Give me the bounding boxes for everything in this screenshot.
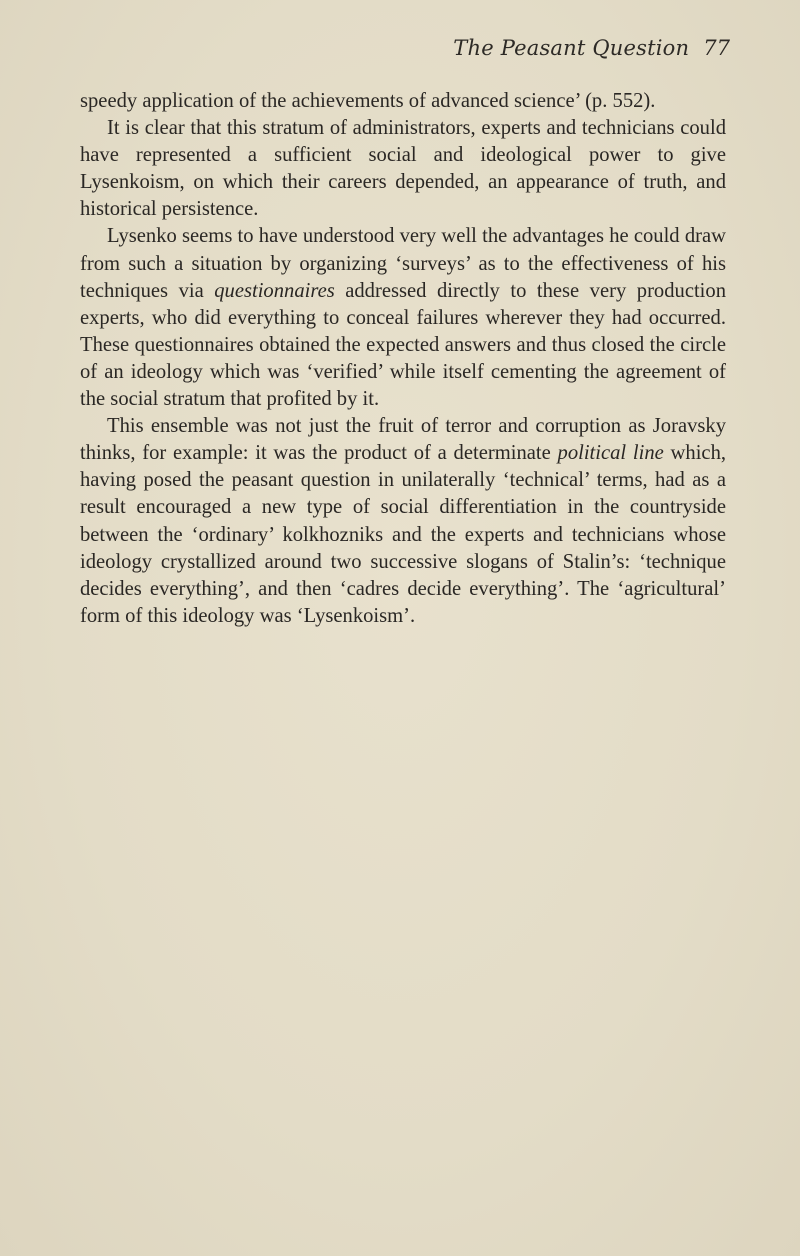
paragraph-surveys xyxy=(80,223,726,413)
paragraph-ensemble-part1: This ensemble was not just the fruit of terror and corruption as Joravsky thinks, for example: it was the product of a determinate xyxy=(80,415,726,465)
page-number: 77 xyxy=(703,36,730,60)
running-header-title: The Peasant Question xyxy=(453,36,690,60)
body-text xyxy=(80,88,726,630)
paragraph-ensemble-part2: which, having posed the peasant question in unilaterally ‘technical’ terms, had as a result encouraged a new type of social differentiation in the countryside between the ‘ordinary’ kolkhozniks and the experts and technicians whose ideology crystallized around two successive slogans of Stalin’s: ‘technique decides everything’, and then ‘cadres decide everything’. The ‘agricultural’ form of this ideology was ‘Lysenkoism’. xyxy=(80,442,727,627)
paragraph-surveys-part2: addressed directly to these very production experts, who did everything to conceal failures wherever they had occurred. These questionnaires obtained the expected answers and thus closed the circle of an ideology which was ‘verified’ while itself cementing the agreement of the social stratum that profited by it. xyxy=(80,279,726,411)
paragraph-surveys-part1: Lysenko seems to have understood very well the advantages he could draw from such a situation by organizing ‘surveys’ as to the effectiveness of his techniques via xyxy=(80,225,726,302)
paragraph-continued: speedy application of the achievements of advanced science’ (p. 552). xyxy=(80,90,656,112)
paragraph-administrators: It is clear that this stratum of administrators, experts and technicians could have represented a sufficient social and ideological power to give Lysenkoism, on which their careers depended, an appearance of truth, and historical persistence. xyxy=(80,117,726,221)
paragraph-ensemble xyxy=(80,413,726,630)
emphasis-political-line: political line xyxy=(557,442,664,465)
emphasis-questionnaires: questionnaires xyxy=(214,279,335,302)
running-header xyxy=(453,36,730,60)
